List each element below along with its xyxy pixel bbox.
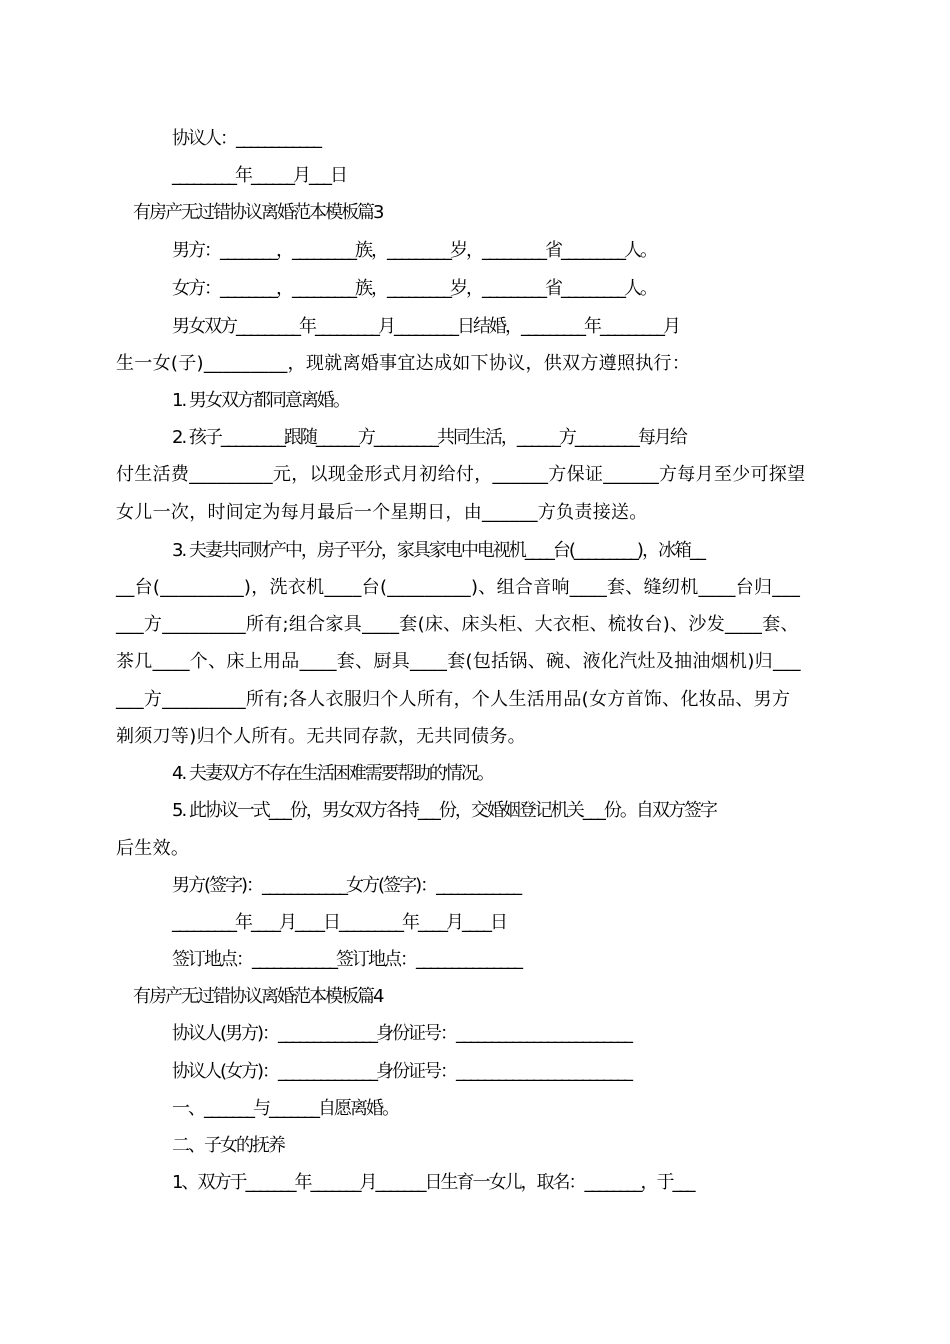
signature-line: 男方(签字)：____________女方(签字)：____________ (172, 875, 521, 896)
signature-date-line: _________年____月____日_________年____月____日 (172, 912, 506, 933)
clause-5-line-2: 后生效。 (116, 838, 190, 859)
clause-3-line-2: __台(_________)，洗衣机____台(_________)、组合音响____套、缝纫机____台归___ (116, 577, 801, 598)
clause-3-line-1: 3. 夫妻共同财产中，房子平分，家具家电中电视机____台(_________)，冰箱__ (172, 540, 704, 561)
party-female-line: 协议人(女方)：______________身份证号：_________________________ (172, 1061, 632, 1082)
husband-info-line: 男方：________，_________族，_________岁，_________省_________人。 (172, 240, 656, 261)
party-male-line: 协议人(男方)：______________身份证号：_________________________ (172, 1023, 632, 1044)
clause-2-line-3: 女儿一次，时间定为每月最后一个星期日，由______方负责接送。 (116, 502, 648, 523)
section-heading-3: 有房产无过错协议离婚范本模板篇3 (133, 202, 383, 223)
child-custody-heading: 二、子女的抚养 (172, 1135, 284, 1156)
clause-3-line-5: ___方_________所有;各人衣服归个人所有，个人生活用品(女方首饰、化妆品、男方 (116, 689, 791, 710)
section-heading-4: 有房产无过错协议离婚范本模板篇4 (133, 986, 383, 1007)
clause-3-line-4: 茶几____个、床上用品____套、厨具____套(包括锅、碗、液化汽灶及抽油烟机)归___ (116, 651, 801, 672)
child-custody-clause-1: 1、双方于_______年_______月_______日生育一女儿，取名：________，于___ (172, 1172, 694, 1193)
wife-info-line: 女方：________，_________族，_________岁，_________省_________人。 (172, 278, 656, 299)
clause-2-line-2: 付生活费_________元，以现金形式月初给付，______方保证______方每月至少可探望 (116, 464, 806, 485)
clause-3-line-6: 剃须刀等)归个人所有。无共同存款，无共同债务。 (116, 726, 526, 747)
clause-2-line-1: 2. 孩子_________跟随______方_________共同生活，______方_________每月给 (172, 427, 686, 448)
agreement-intro-line: 生一女(子)_________，现就离婚事宜达成如下协议，供双方遵照执行： (116, 353, 691, 374)
clause-1: 1. 男女双方都同意离婚。 (172, 390, 349, 411)
marriage-date-line: 男女双方_________年_________月_________日结婚，_________年_________月 (172, 316, 679, 337)
signatory-line: 协议人：____________ (172, 128, 320, 149)
date-line: _________年______月___日 (172, 165, 346, 186)
clause-5-line-1: 5. 此协议一式___份，男女双方各持___份，交婚姻登记机关___份。自双方签字 (172, 800, 716, 821)
clause-4: 4. 夫妻双方不存在生活困难需要帮助的情况。 (172, 763, 493, 784)
signing-place-line: 签订地点：____________签订地点：_______________ (172, 949, 521, 970)
clause-3-line-3: ___方_________所有;组合家具____套(床、床头柜、大衣柜、梳妆台)、沙发____套、 (116, 614, 799, 635)
voluntary-divorce-line: 一、_______与_______自愿离婚。 (172, 1098, 398, 1119)
